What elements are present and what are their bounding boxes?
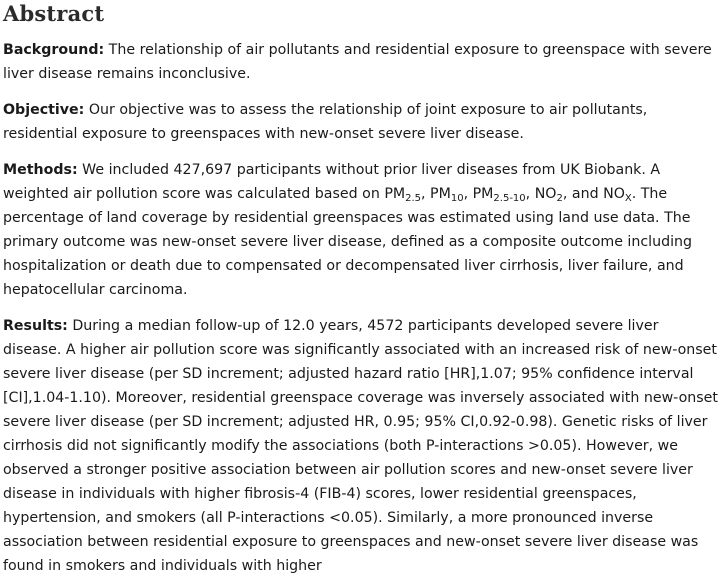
pm10-subscript: 10: [450, 193, 464, 204]
methods-text-2: . The percentage of land coverage by residential greenspaces was estimated using land use data. The primary outcome was new-onset severe liver disease, defined as a composite outcome including hospitalization or death due to compensated or decompensated liver cirrhosis, liver failure, and hepatocellular carcinoma.: [3, 186, 693, 298]
pm25-subscript: 2.5: [405, 193, 422, 204]
methods-sep-1: , PM: [421, 186, 451, 202]
pm2510-subscript: 2.5-10: [493, 193, 526, 204]
methods-text-1: We included 427,697 participants without prior liver diseases from UK Biobank. A weighted air pollution score was calculated based on PM: [3, 162, 661, 202]
methods-sep-4: , and NO: [562, 186, 625, 202]
results-label: Results:: [3, 318, 68, 334]
methods-sep-2: , PM: [463, 186, 494, 202]
methods-sep-3: , NO: [525, 186, 557, 202]
background-label: Background:: [3, 42, 105, 58]
abstract-heading: Abstract: [3, 1, 105, 26]
results-paragraph: [3, 314, 719, 578]
background-paragraph: [3, 38, 719, 86]
objective-paragraph: [3, 98, 719, 146]
objective-label: Objective:: [3, 102, 85, 118]
objective-text: Our objective was to assess the relationship of joint exposure to air pollutants, residential exposure to greenspaces with new-onset severe liver disease.: [3, 102, 648, 142]
no2-subscript: 2: [556, 193, 563, 204]
results-text: During a median follow-up of 12.0 years, 4572 participants developed severe liver disease. A higher air pollution score was significantly associated with an increased risk of new-onset severe liver disease (per SD increment; adjusted hazard ratio [HR],1.07; 95% confidence interval [CI],1.04-1.10). Moreover, residential greenspace coverage was inversely associated with new-onset severe liver disease (per SD increment; adjusted HR, 0.95; 95% CI,0.92-0.98). Genetic risks of liver cirrhosis did not significantly modify the associations (both P-interactions >0.05). However, we observed a stronger positive association between air pollution scores and new-onset severe liver disease in individuals with higher fibrosis-4 (FIB-4) scores, lower residential greenspaces, hypertension, and smokers (all P-interactions <0.05). Similarly, a more pronounced inverse association between residential exposure to greenspaces and new-onset severe liver disease was found in smokers and individuals with higher: [3, 318, 718, 574]
methods-paragraph: [3, 158, 719, 302]
nox-subscript: X: [624, 193, 632, 204]
abstract-section: [3, 0, 719, 574]
background-text: The relationship of air pollutants and residential exposure to greenspace with severe liver disease remains inconclusive.: [3, 42, 712, 82]
methods-label: Methods:: [3, 162, 78, 178]
